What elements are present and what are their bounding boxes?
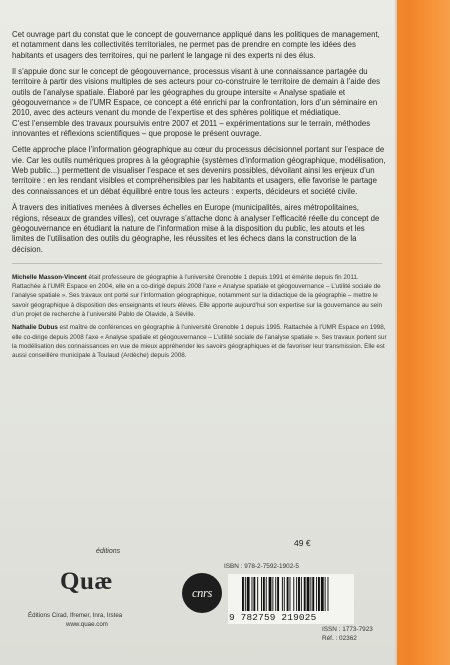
summary-paragraph-1: Cet ouvrage part du constat que le concept de gouvernance appliqué dans les politiques de management, et notamment dans les collectivités territoriales, ne permet pas de prendre en compte les idées des habitants et usagers des territoires, qui ne parlent le langage ni des experts ni des élus.	[12, 30, 380, 60]
quae-logo-icon: Quæ	[60, 568, 113, 595]
divider	[12, 263, 382, 264]
publishers-line: Éditions Cirad, Ifremer, Inra, Irstea	[28, 612, 123, 619]
author-name-2: Nathalie Dubus	[12, 324, 58, 332]
summary-paragraph-4: Cette approche place l’information géographique au cœur du processus décisionnel portant sur l’espace de vie. Car les outils numériques propres à la géographie (systèmes d’information géographique, modélisation, Web public...) permettent de visualiser l’espace et ses devenirs possibles, dévoilant ainsi les enjeux d’un territoire : en les rendant visibles et compréhensibles par les habitants et usagers, elle favorise le partage des connaissances et un débat équilibré entre tous les acteurs : experts, décideurs et société civile.	[12, 145, 386, 196]
back-cover-text	[12, 30, 388, 361]
reference-label: Réf. : 02362	[322, 635, 357, 642]
author-bio-2	[12, 323, 388, 360]
author-bio-text-2: est maître de conférences en géographie à l’université Grenoble 1 depuis 1995. Rattachée à l’UMR Espace en 1998, elle co-dirige depuis 2008 l’axe « Analyse spatiale et géogouvernance – L’utilité sociale de l’analyse spatiale ». Ses travaux portent sur la modélisation des connaissances en vue de mieux appréhender les savoirs géographiques et de favoriser leur transmission. Elle est aussi conseillère municipale à Toulaud (Ardèche) depuis 2008.	[12, 324, 387, 360]
barcode-number: 9 782759 219025	[229, 612, 317, 623]
price-label: 49 €	[294, 538, 311, 548]
spine-fold	[395, 0, 397, 665]
cnrs-logo-icon	[182, 573, 222, 613]
cnrs-logo-text: cnrs	[192, 586, 212, 600]
summary-paragraph-3: C’est l’ensemble des travaux poursuivis entre 2007 et 2011 – expérimentations sur le terrain, méthodes innovantes et réflexions scientifiques – que propose le présent ouvrage.	[12, 118, 371, 139]
quae-editions-word: éditions	[96, 548, 121, 555]
orange-spine-band	[395, 0, 450, 665]
summary-paragraph-2: Il s’appuie donc sur le concept de géogouvernance, processus visant à une connaissance partagée du territoire à partir des visions multiples de ses acteurs pour co-construire le territoire de demain à l’aide des outils de l’analyse spatiale. Élaboré par les géographes du groupe intersite « Analyse spatiale et géogouvernance » de l’UMR Espace, ce concept a été enrichi par la confrontation, lors d’un séminaire en 2010, avec des acteurs venant du monde de l’expertise et des sphères politique et médiatique.	[12, 67, 380, 118]
author-name-1: Michelle Masson-Vincent	[12, 273, 87, 281]
author-bio-1	[12, 273, 388, 319]
issn-label: ISSN : 1773-7923	[322, 626, 373, 633]
summary-paragraph-5: À travers des initiatives menées à diverses échelles en Europe (municipalités, aires métropolitaines, régions, réseaux de grandes villes), cet ouvrage s’attache donc à analyser l’efficacité réelle du concept de géogouvernance en étudiant la nature de l’information mise à la disposition du public, les atouts et les limites de l’utilisation des outils du géographe, les réussites et les échecs dans la construction de la décision.	[12, 203, 380, 254]
isbn-label: ISBN : 978-2-7592-1902-5	[224, 563, 299, 570]
publisher-website[interactable]: www.quae.com	[66, 621, 108, 628]
author-bio-text-1: était professeure de géographie à l’université Grenoble 1 depuis 1991 et émérite depuis fin 2011. Rattachée à l’UMR Espace en 2004, elle en a co-dirigé depuis 2008 l’axe « Analyse spatiale et géogouvernance – L’utilité sociale de l’analyse spatiale ». Ses travaux ont porté sur l’information géographique, notamment sur la didactique de la géographie – mettre le savoir géographique à disposition des enseignants et leurs élèves. Elle apporte aujourd’hui son expertise sur la gouvernance au sein d’un projet de recherche à l’université Pablo de Olavide, à Séville.	[12, 273, 383, 319]
